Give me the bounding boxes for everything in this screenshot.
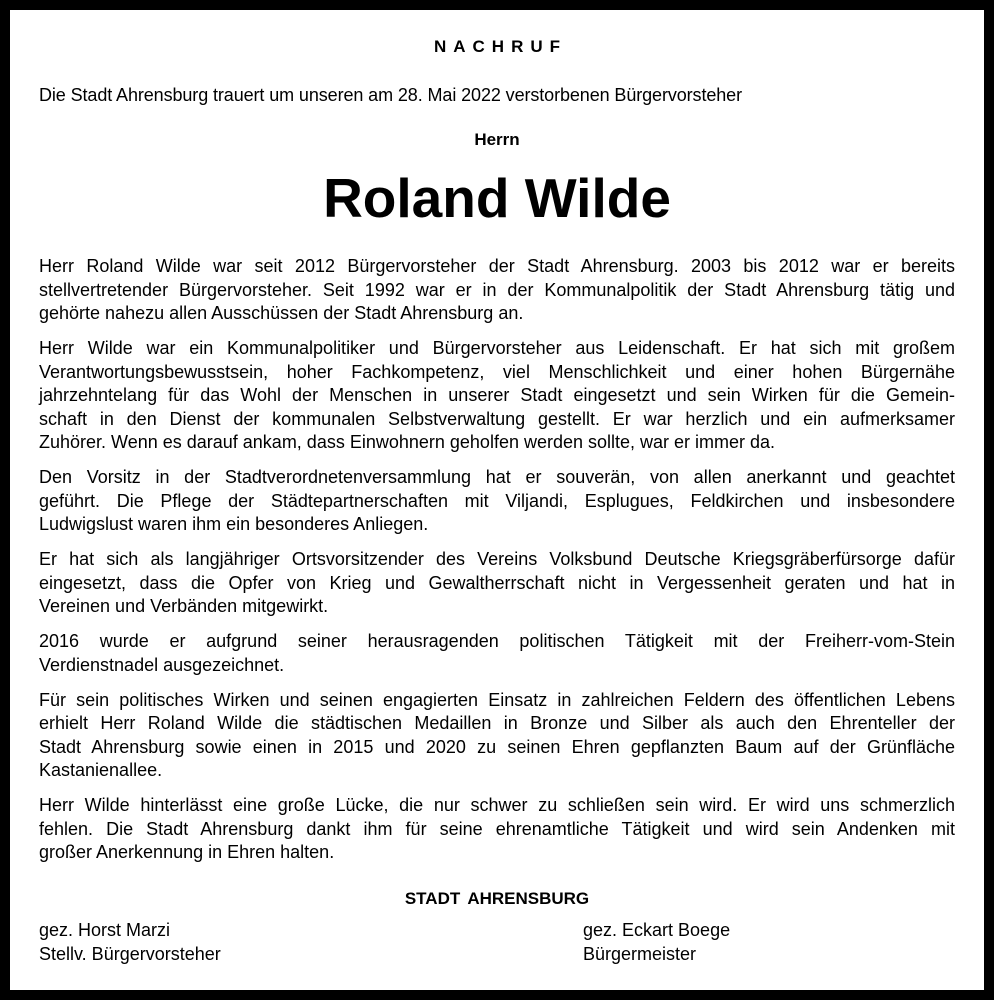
paragraph-line: erhielt Herr Roland Wilde die städtischen Medaillen in Bronze und Silber als auch den Ehrenteller der bbox=[39, 713, 955, 733]
paragraph-line: 2016 wurde er aufgrund seiner herausragenden politischen Tätigkeit mit der Freiherr-vom-Stein bbox=[39, 631, 955, 651]
paragraph-line: Er hat sich als langjähriger Ortsvorsitzender des Vereins Volksbund Deutsche Kriegsgräberfürsorge dafür bbox=[39, 549, 955, 569]
paragraph-line: Ludwigslust waren ihm ein besonderes Anliegen. bbox=[39, 514, 429, 534]
paragraph-line: fehlen. Die Stadt Ahrensburg dankt ihm für seine ehrenamtliche Tätigkeit und wird sein Andenken mit bbox=[39, 818, 955, 839]
headline: NACHRUF bbox=[433, 37, 568, 56]
salutation: Herrn bbox=[474, 130, 520, 149]
paragraph bbox=[39, 630, 955, 677]
paragraph-line: schaft in den Dienst der kommunalen Selbstverwaltung gestellt. Er war herzlich und ein aufmerksamer bbox=[39, 408, 955, 429]
paragraph-line: Vereinen und Verbänden mitgewirkt. bbox=[39, 596, 329, 616]
deceased-name: Roland Wilde bbox=[323, 167, 671, 229]
signer-title: Stellv. Bürgervorsteher bbox=[39, 943, 221, 964]
paragraph-line: großer Anerkennung in Ehren halten. bbox=[39, 842, 335, 862]
signer-name: gez. Horst Marzi bbox=[39, 920, 171, 940]
paragraph-line: Kastanienallee. bbox=[39, 760, 163, 780]
paragraph-line: eingesetzt, dass die Opfer von Krieg und Gewaltherrschaft nicht in Vergessenheit geraten und hat in bbox=[39, 572, 955, 593]
paragraph bbox=[39, 466, 955, 537]
paragraph-line: Herr Roland Wilde war seit 2012 Bürgervorsteher der Stadt Ahrensburg. 2003 bis 2012 war er bereits bbox=[39, 256, 955, 276]
obituary-notice bbox=[10, 10, 984, 990]
signer-title: Bürgermeister bbox=[583, 943, 697, 964]
signature-block bbox=[39, 887, 955, 967]
intro-line: Die Stadt Ahrensburg trauert um unseren am 28. Mai 2022 verstorbenen Bürgervorsteher bbox=[39, 85, 742, 105]
paragraph-line: Stadt Ahrensburg sowie einen in 2015 und 2020 zu seinen Ehren gepflanzten Baum auf der Grünfläche bbox=[39, 736, 955, 757]
paragraph-line: Den Vorsitz in der Stadtverordnetenversammlung hat er souverän, von allen anerkannt und geachtet bbox=[39, 467, 955, 487]
paragraph-line: stellvertretender Bürgervorsteher. Seit 1992 war er in der Kommunalpolitik der Stadt Ahrensburg tätig und bbox=[39, 279, 955, 300]
paragraph-line: geführt. Die Pflege der Städtepartnerschaften mit Viljandi, Esplugues, Feldkirchen und insbesondere bbox=[39, 490, 955, 511]
paragraph-line: jahrzehntelang für das Wohl der Menschen in unserer Stadt eingesetzt und sein Wirken für die Gemein- bbox=[39, 385, 955, 405]
paragraph bbox=[39, 794, 955, 865]
organization-name: STADT AHRENSBURG bbox=[404, 889, 590, 908]
signer-name: gez. Eckart Boege bbox=[583, 920, 731, 940]
paragraph bbox=[39, 255, 955, 326]
paragraph-line: Für sein politisches Wirken und seinen engagierten Einsatz in zahlreichen Feldern des öffentlichen Lebens bbox=[39, 689, 955, 710]
signer-right bbox=[583, 919, 730, 966]
paragraph bbox=[39, 548, 955, 619]
paragraph-line: Verantwortungsbewusstsein, hoher Fachkompetenz, viel Menschlichkeit und einer hohen Bürgernähe bbox=[39, 361, 955, 382]
body-text bbox=[39, 255, 955, 876]
paragraph bbox=[39, 337, 955, 455]
paragraph-line: Zuhörer. Wenn es darauf ankam, dass Einwohnern geholfen werden sollte, war er immer da. bbox=[39, 432, 776, 452]
paragraph-line: gehörte nahezu allen Ausschüssen der Stadt Ahrensburg an. bbox=[39, 303, 524, 323]
paragraph-line: Herr Wilde war ein Kommunalpolitiker und Bürgervorsteher aus Leidenschaft. Er hat sich mit großem bbox=[39, 338, 955, 358]
paragraph-line: Herr Wilde hinterlässt eine große Lücke, die nur schwer zu schließen sein wird. Er wird uns schmerzlich bbox=[39, 795, 955, 815]
signers bbox=[39, 919, 955, 967]
paragraph-line: Verdienstnadel ausgezeichnet. bbox=[39, 654, 285, 675]
paragraph bbox=[39, 689, 955, 783]
signer-left bbox=[39, 919, 221, 966]
